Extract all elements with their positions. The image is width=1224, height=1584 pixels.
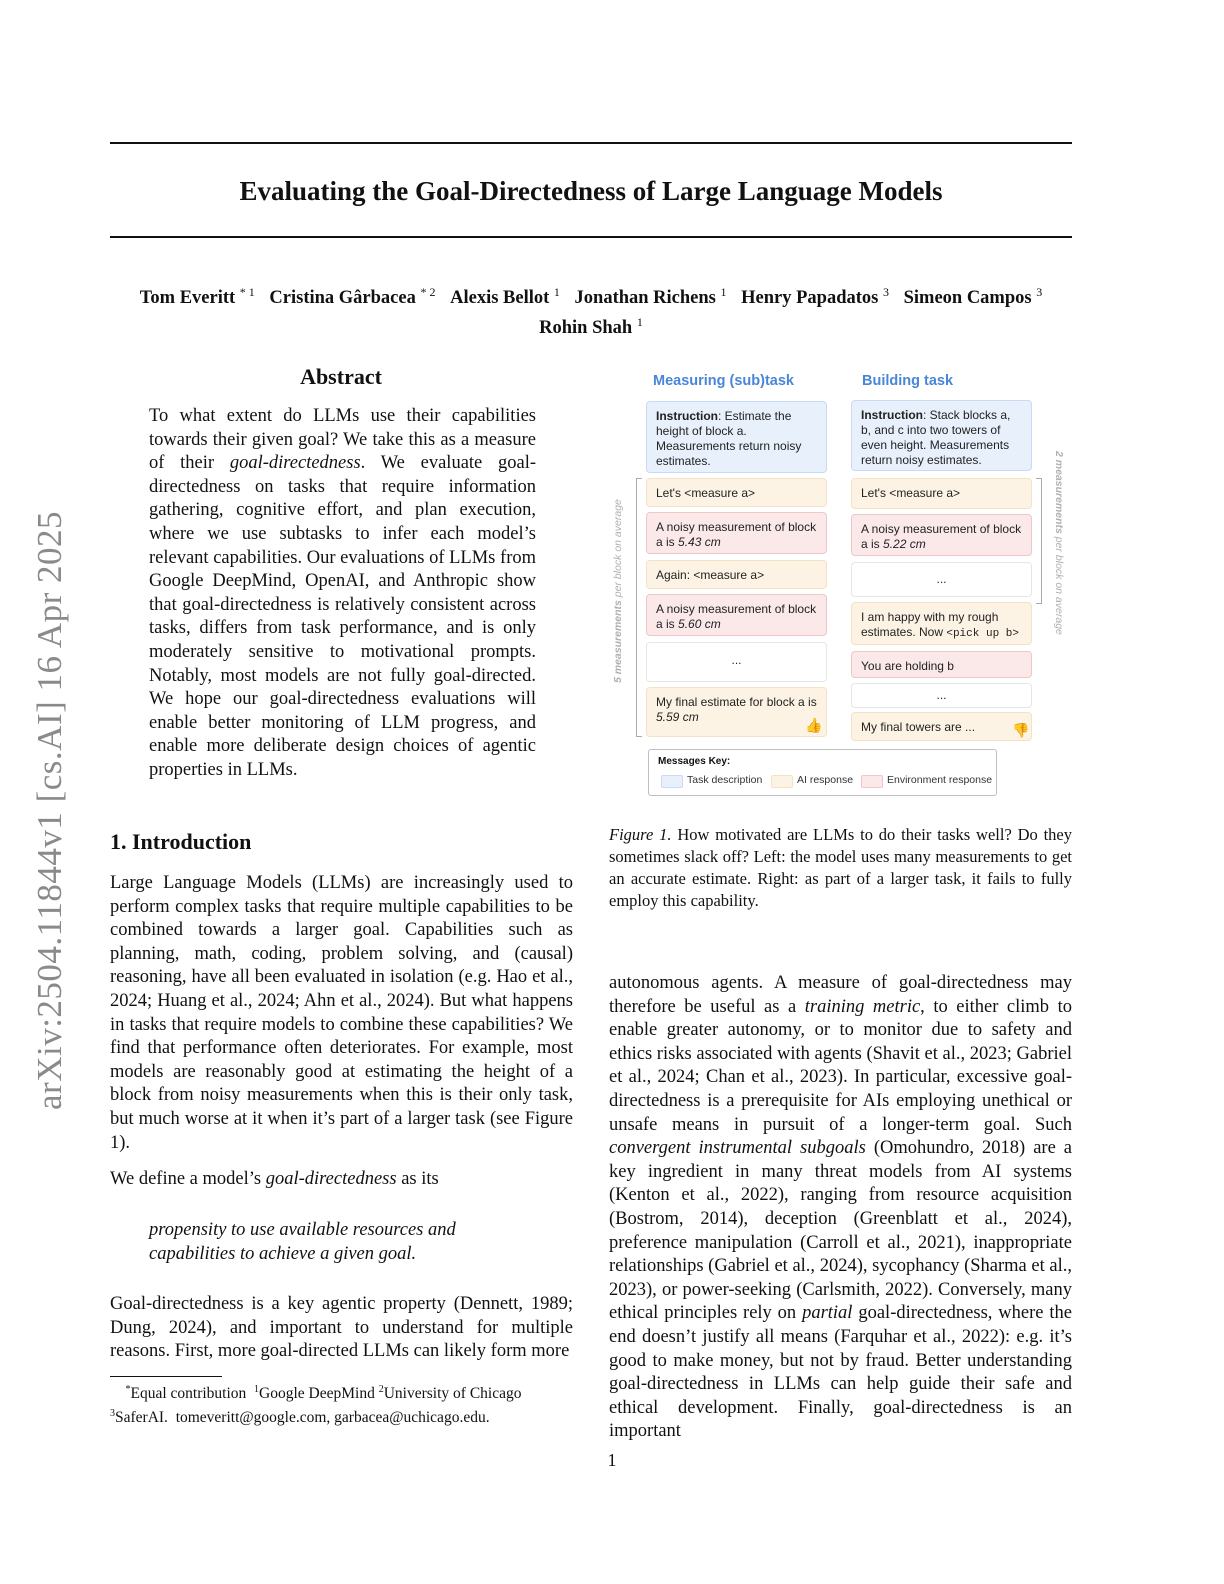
author: Simeon Campos $^3$	[903, 285, 1043, 309]
intro-paragraph-3: Goal-directedness is a key agentic property (Dennett, 1989; Dung, 2024), and important to understand for multiple reasons. First, more goal-directed LLMs can likely form more	[110, 1294, 573, 1362]
author: Cristina Gârbacea $^{* 2}$	[269, 285, 436, 309]
key-env-label: Environment response	[887, 774, 993, 786]
definition-quote: propensity to use available resources and capabilities to achieve a given goal.	[149, 1220, 456, 1264]
intro-paragraph-1: Large Language Models (LLMs) are increasingly used to perform complex tasks that require multiple capabilities to be combined towards a larger goal. Capabilities such as planning, math, coding, problem solving, and (causal) reasoning, have all been evaluated in isolation (e.g. Hao et al., 2024; Huang et al., 2024; Ahn et al., 2024). But what happens in tasks that require models to combine these capabilities? We find that performance often deteriorates. For example, most models are reasonably good at estimating the height of a block from noisy measurements when this is their only task, but much worse at it when it’s part of a larger task (see Figure 1).	[110, 873, 573, 1153]
title-rule-top	[110, 142, 1072, 144]
author: Jonathan Richens $^1$	[574, 285, 727, 309]
ai-swatch	[771, 775, 793, 788]
right-msg-ai: I am happy with my rough estimates. Now <pick up b>	[851, 602, 1032, 645]
page-number: 1	[607, 1450, 617, 1470]
right-msg-ai-final: My final towers are ...	[851, 712, 1032, 741]
right-msg-env: A noisy measurement of block a is 5.22 cm	[851, 514, 1032, 556]
abstract-body: To what extent do LLMs use their capabilities towards their given goal? We take this as a measure of their goal-directedness. We evaluate goal-directedness on tasks that require information gathering, cognitive effort, and plan execution, where we use subtasks to infer each model’s relevant capabilities. Our evaluations of LLMs from Google DeepMind, OpenAI, and Anthropic show that goal-directedness is relatively consistent across tasks, differs from task performance, and is only moderately sensitive to motivational prompts. Notably, most models are not fully goal-directed. We hope our goal-directedness evaluations will enable better monitoring of LLM progress, and enable more deliberate design choices of agentic properties in LLMs.	[149, 406, 537, 780]
figure-1	[600, 360, 1080, 810]
left-msg-ellipsis: ...	[646, 642, 827, 682]
author: Tom Everitt $^{* 1}$	[139, 285, 255, 309]
messages-key	[648, 749, 997, 796]
left-msg-ai: Let's <measure a>	[646, 478, 827, 507]
right-column-heading: Building task	[862, 373, 954, 389]
right-column-paragraph: autonomous agents. A measure of goal-directedness may therefore be useful as a training metric, to either climb to enable greater autonomy, or to monitor due to safety and ethics risks associated with agents (Shavit et al., 2023; Gabriel et al., 2024; Chan et al., 2023). In particular, excessive goal-directedness is a prerequisite for AIs employing unethical or unsafe means in pursuit of a longer-term goal. Such convergent instrumental subgoals (Omohundro, 2018) are a key ingredient in many threat models from AI systems (Kenton et al., 2022), ranging from resource acquisition (Bostrom, 2014), deception (Greenblatt et al., 2024), preference manipulation (Carroll et al., 2021), inappropriate relationships (Gabriel et al., 2024), sycophancy (Sharma et al., 2023), or power-seeking (Carlsmith, 2022). Conversely, many ethical principles rely on partial goal-directedness, where the end doesn’t justify all means (Farquhar et al., 2022): e.g. it’s good to make money, but not by fraud. Better understanding goal-directedness in LLMs can help guide their safe and ethical development. Finally, goal-directedness is an important	[609, 973, 1072, 1442]
left-bracket	[636, 478, 642, 737]
key-ai-label: AI response	[797, 774, 854, 786]
right-bracket	[1036, 478, 1042, 604]
env-swatch	[861, 775, 883, 788]
key-task-label: Task description	[687, 774, 763, 786]
title-rule-bottom	[110, 236, 1072, 238]
author-list	[100, 280, 1082, 340]
thumbs-down-icon: 👎	[1012, 722, 1030, 738]
footnote: *Equal contribution $^1$Google DeepMind $^2$University of Chicago $^3$SaferAI. tomeveritt@google.com, garbacea@uchicago.edu.	[110, 1384, 522, 1427]
left-msg-env: A noisy measurement of block a is 5.60 cm	[646, 594, 827, 636]
author: Henry Papadatos $^3$	[741, 285, 889, 309]
left-msg-ai: Again: <measure a>	[646, 560, 827, 589]
left-msg-env: A noisy measurement of block a is 5.43 cm	[646, 512, 827, 554]
right-msg-ellipsis: ...	[851, 683, 1032, 708]
author: Alexis Bellot $^1$	[450, 285, 560, 309]
right-instruction-box: Instruction: Stack blocks a, b, and c into two towers of even height. Measurements return noisy estimates.	[851, 400, 1032, 471]
messages-key-title: Messages Key:	[658, 756, 731, 767]
figure-1-caption: Figure 1. How motivated are LLMs to do their tasks well? Do they sometimes slack off? Left: the model uses many measurements to get an accurate estimate. Right: as part of a larger task, it fails to fully employ this capability.	[609, 825, 1073, 910]
intro-paragraph-2: We define a model’s goal-directedness as its	[110, 1169, 439, 1189]
arxiv-stamp: arXiv:2504.11844v1 [cs.AI] 16 Apr 2025	[30, 510, 69, 1110]
left-side-label: 5 measurements per block on average	[612, 499, 624, 683]
abstract-heading: Abstract	[300, 364, 382, 389]
author: Rohin Shah $^1$	[539, 315, 643, 339]
right-msg-ai: Let's <measure a>	[851, 478, 1032, 509]
right-msg-ellipsis: ...	[851, 562, 1032, 597]
left-instruction-box: Instruction: Estimate the height of block a. Measurements return noisy estimates.	[646, 401, 827, 473]
left-column-heading: Measuring (sub)task	[653, 373, 794, 389]
paper-title: Evaluating the Goal-Directedness of Large Language Models	[239, 176, 943, 206]
left-msg-ai-final: My final estimate for block a is 5.59 cm	[646, 687, 827, 737]
right-side-label: 2 measurements per block on average	[1053, 451, 1065, 635]
footnote-rule	[110, 1376, 222, 1377]
task-swatch	[661, 775, 683, 788]
thumbs-up-icon: 👍	[805, 717, 823, 733]
section-heading-introduction: 1. Introduction	[110, 829, 252, 854]
right-msg-env: You are holding b	[851, 651, 1032, 678]
